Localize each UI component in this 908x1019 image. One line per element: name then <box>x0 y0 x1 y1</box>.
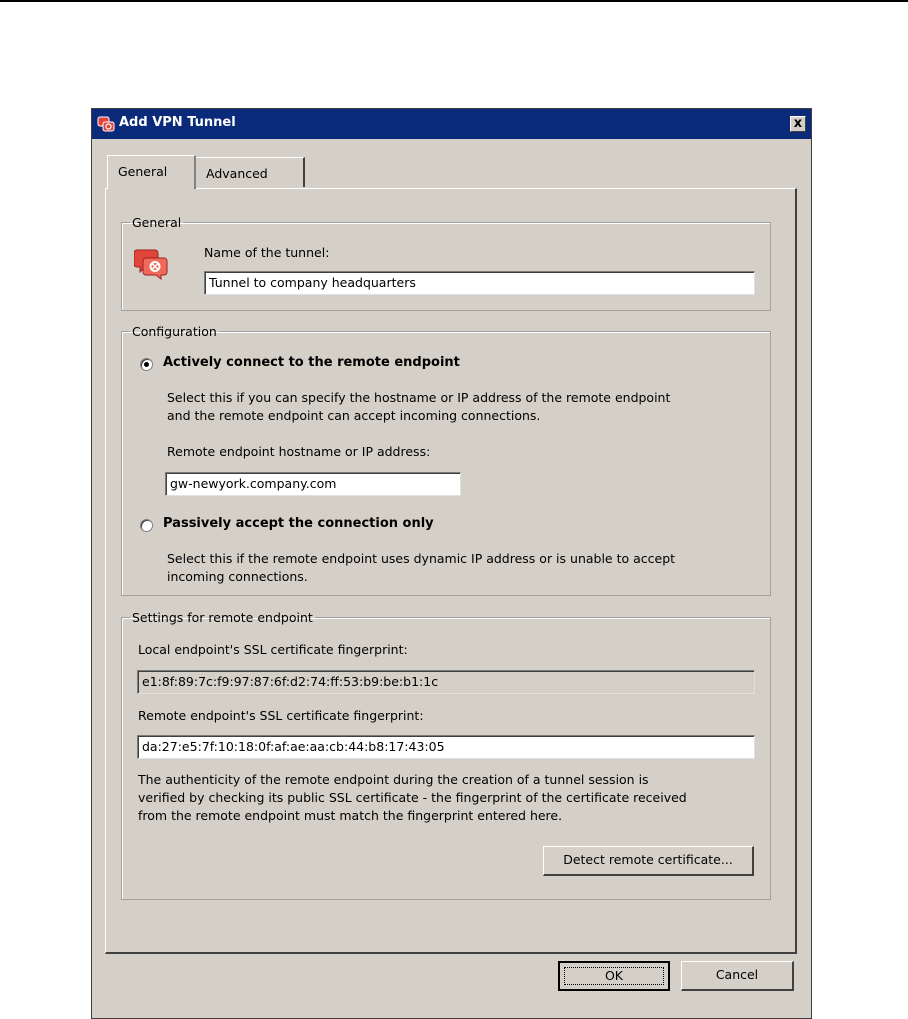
tunnel-name-label: Name of the tunnel: <box>204 245 330 260</box>
detect-remote-certificate-button[interactable]: Detect remote certificate... <box>543 846 754 876</box>
cancel-button[interactable]: Cancel <box>681 961 794 991</box>
local-fingerprint-field: e1:8f:89:7c:f9:97:87:6f:d2:74:ff:53:b9:be:b1:1c <box>137 670 755 694</box>
info-line3: from the remote endpoint must match the fingerprint entered here. <box>138 808 563 823</box>
configuration-group-legend: Configuration <box>132 324 217 339</box>
tab-advanced[interactable]: Advanced <box>195 157 305 187</box>
ok-label: OK <box>604 968 624 983</box>
window-title: Add VPN Tunnel <box>119 115 236 130</box>
remote-settings-legend: Settings for remote endpoint <box>132 610 313 625</box>
info-line1: The authenticity of the remote endpoint during the creation of a tunnel session is <box>138 772 649 787</box>
title-bar[interactable] <box>92 109 811 139</box>
passive-accept-radio[interactable] <box>140 519 153 532</box>
remote-fingerprint-input[interactable]: da:27:e5:7f:10:18:0f:af:ae:aa:cb:44:b8:17:43:05 <box>137 735 755 759</box>
passive-accept-label[interactable]: Passively accept the connection only <box>163 516 434 531</box>
active-connect-description <box>167 389 670 425</box>
info-line2: verified by checking its public SSL certificate - the fingerprint of the certificate received <box>138 790 687 805</box>
active-desc-line1: Select this if you can specify the hostname or IP address of the remote endpoint <box>167 390 671 405</box>
configuration-group <box>121 324 771 596</box>
close-button[interactable]: x <box>790 116 806 132</box>
vpn-tunnel-icon <box>97 115 115 133</box>
local-fingerprint-label: Local endpoint's SSL certificate fingerprint: <box>138 642 408 657</box>
active-connect-radio[interactable] <box>140 358 153 371</box>
active-desc-line2: and the remote endpoint can accept incoming connections. <box>167 408 541 423</box>
remote-host-label: Remote endpoint hostname or IP address: <box>167 444 431 459</box>
ok-button[interactable] <box>558 961 670 991</box>
top-rule <box>0 0 908 2</box>
tunnel-name-input[interactable]: Tunnel to company headquarters <box>204 271 755 295</box>
remote-fingerprint-label: Remote endpoint's SSL certificate fingerprint: <box>138 708 424 723</box>
tunnel-icon <box>134 246 168 280</box>
general-group <box>121 215 771 311</box>
authenticity-info <box>138 771 687 825</box>
general-group-legend: General <box>132 215 182 230</box>
passive-accept-description <box>167 550 675 586</box>
general-tab-panel <box>105 188 797 954</box>
passive-desc-line2: incoming connections. <box>167 569 308 584</box>
remote-host-input[interactable]: gw-newyork.company.com <box>165 472 461 496</box>
active-connect-label[interactable]: Actively connect to the remote endpoint <box>163 355 460 370</box>
remote-endpoint-settings-group <box>121 610 771 900</box>
add-vpn-tunnel-dialog <box>91 108 812 1019</box>
passive-desc-line1: Select this if the remote endpoint uses dynamic IP address or is unable to accept <box>167 551 676 566</box>
tab-general[interactable]: General <box>107 155 196 189</box>
